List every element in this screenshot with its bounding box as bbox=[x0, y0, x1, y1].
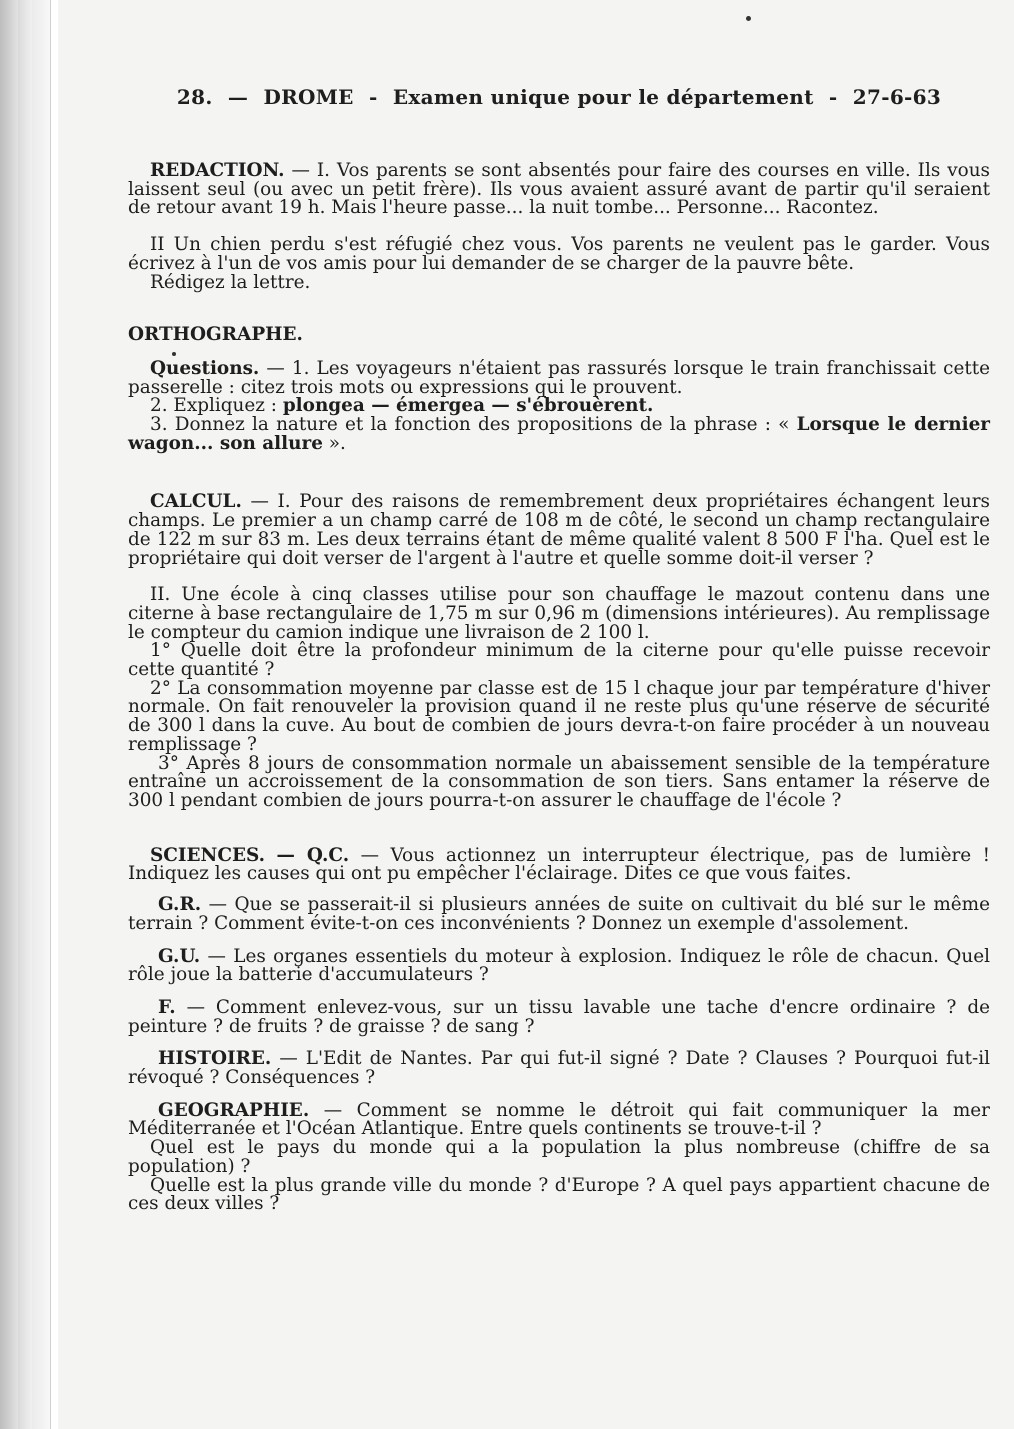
header-separator: - bbox=[369, 85, 378, 109]
orthographe-question-3 bbox=[128, 416, 990, 453]
question-1-text: — 1. Les voyageurs n'étaient pas rassurés lorsque le train franchissait cette passerelle : citez trois mots ou expressions qui le prouvent. bbox=[128, 357, 990, 398]
question-2-words: plongea — émergea — s'ébrouèrent. bbox=[282, 395, 654, 417]
sciences-f-label: F. bbox=[158, 996, 176, 1018]
redaction-subject-1 bbox=[128, 162, 990, 218]
page-header bbox=[128, 84, 990, 110]
geographie-question-2: Quel est le pays du monde qui a la population la plus nombreuse (chiffre de sa population) ? bbox=[128, 1137, 990, 1177]
geographie-question-3: Quelle est la plus grande ville du monde ? d'Europe ? A quel pays appartient chacune de ces deux villes ? bbox=[128, 1174, 990, 1215]
calcul-problem-2: II. Une école à cinq classes utilise pour son chauffage le mazout contenu dans une citerne à base rectangulaire de 1,75 m sur 0,96 m (dimensions intérieures). Au remplissage le compteur du camion indique une livraison de 2 100 l. bbox=[128, 584, 990, 643]
geographie-label: GEOGRAPHIE. bbox=[158, 1099, 310, 1121]
calcul-question-1: 1° Quelle doit être la profondeur minimum de la citerne pour qu'elle puisse recevoir cette quantité ? bbox=[128, 640, 990, 681]
question-3-quote: Lorsque le dernier wagon... son allure bbox=[128, 414, 990, 454]
sciences-qc-text: — Vous actionnez un interrupteur électrique, pas de lumière ! Indiquez les causes qui ont pu empêcher l'éclairage. Dites ce que vous faites. bbox=[128, 844, 990, 885]
question-3-prefix: 3. Donnez la nature et la fonction des propositions de la phrase : « bbox=[150, 414, 790, 436]
sciences-qc bbox=[128, 844, 990, 885]
questions-label: Questions. bbox=[150, 357, 260, 379]
calcul-question-3: 3° Après 8 jours de consommation normale un abaissement sensible de la température entraîne un accroissement de la consommation de son tiers. Sans entamer la réserve de 300 l pendant combien de jours pourra-t-on assurer le chauffage de l'école ? bbox=[128, 752, 990, 811]
section-calcul bbox=[128, 493, 990, 810]
calcul-question-2: 2° La consommation moyenne par classe est de 15 l chaque jour par température d'hiver normale. On fait renouveler la provision quand il ne reste plus qu'une réserve de sécurité de 300 l dans la cuve. Au bout de combien de jours devra-t-on faire procéder à un nouveau remplissage ? bbox=[128, 677, 990, 755]
sciences-gu-text: — Les organes essentiels du moteur à explosion. Indiquez le rôle de chacun. Quel rôle joue la batterie d'accumulateurs ? bbox=[128, 945, 990, 986]
orthographe-title: ORTHOGRAPHE. bbox=[128, 324, 303, 346]
section-sciences bbox=[128, 844, 990, 1037]
exam-date: 27-6-63 bbox=[852, 85, 942, 109]
calcul-problem-1 bbox=[128, 493, 990, 568]
sciences-f bbox=[128, 996, 990, 1037]
histoire-question bbox=[128, 1050, 990, 1087]
header-dash: — bbox=[227, 85, 249, 109]
page-stack-edge bbox=[0, 0, 18, 1429]
geographie-question-1 bbox=[128, 1099, 990, 1140]
redaction-label: REDACTION. bbox=[150, 160, 285, 181]
section-orthographe bbox=[128, 326, 990, 453]
calcul-problem-1-text: — I. Pour des raisons de remembrement deux propriétaires échangent leurs champs. Le premier a un champ carré de 108 m de côté, le second un champ rectangulaire de 122 m sur 83 m. Les deux terrains étant de même qualité valent 8 500 F l'ha. Quel est le propriétaire qui doit verser de l'argent à l'autre et quelle somme doit-il verser ? bbox=[128, 491, 990, 569]
page-stack-edge bbox=[18, 0, 33, 1429]
sciences-label: SCIENCES. bbox=[150, 844, 266, 866]
section-redaction bbox=[128, 162, 990, 292]
sciences-gr-label: G.R. bbox=[158, 894, 202, 916]
histoire-text: — L'Edit de Nantes. Par qui fut-il signé ? Date ? Clauses ? Pourquoi fut-il révoqué ? Conséquences ? bbox=[128, 1048, 990, 1089]
sciences-gu bbox=[128, 945, 990, 986]
section-geographie bbox=[128, 1099, 990, 1215]
sciences-qc-label: — Q.C. bbox=[276, 844, 350, 866]
geographie-text-1: — Comment se nomme le détroit qui fait communiquer la mer Méditerranée et l'Océan Atlantique. Entre quels continents se trouve-t-il ? bbox=[128, 1099, 990, 1140]
question-3-suffix: ». bbox=[328, 432, 346, 454]
redaction-subject-2: II Un chien perdu s'est réfugié chez vous. Vos parents ne veulent pas le garder. Vous écrivez à l'un de vos amis pour lui demander de se charger de la pauvre bête. bbox=[128, 234, 990, 274]
exam-subtitle: Examen unique pour le département bbox=[392, 85, 814, 109]
histoire-label: HISTOIRE. bbox=[158, 1048, 272, 1070]
question-2-prefix: 2. Expliquez : bbox=[150, 395, 277, 417]
redaction-text-1: — I. Vos parents se sont absentés pour faire des courses en ville. Ils vous laissent seul (ou avec un petit frère). Ils vous avaient assuré avant de partir qu'il seraient de retour avant 19 h. Mais l'heure passe... la nuit tombe... Personne... Racontez. bbox=[128, 160, 990, 219]
calcul-label: CALCUL. bbox=[150, 491, 242, 513]
sciences-gr-text: — Que se passerait-il si plusieurs années de suite on cultivait du blé sur le même terrain ? Comment évite-t-on ces inconvénients ? Donnez un exemple d'assolement. bbox=[128, 894, 990, 934]
department-name: DROME bbox=[263, 85, 354, 109]
sciences-gu-label: G.U. bbox=[158, 945, 201, 967]
document-page bbox=[58, 0, 1014, 1429]
orthographe-question-1 bbox=[128, 357, 990, 398]
section-histoire bbox=[128, 1050, 990, 1087]
redaction-instruction: Rédigez la lettre. bbox=[150, 271, 311, 293]
page-stack-edge bbox=[32, 0, 51, 1429]
sciences-f-text: — Comment enlevez-vous, sur un tissu lavable une tache d'encre ordinaire ? de peinture ? de fruits ? de graisse ? de sang ? bbox=[128, 996, 990, 1037]
header-separator: - bbox=[828, 85, 838, 109]
ink-speck bbox=[746, 16, 751, 21]
exam-number: 28. bbox=[176, 85, 213, 109]
document-content bbox=[128, 84, 990, 1214]
sciences-gr bbox=[128, 896, 990, 933]
